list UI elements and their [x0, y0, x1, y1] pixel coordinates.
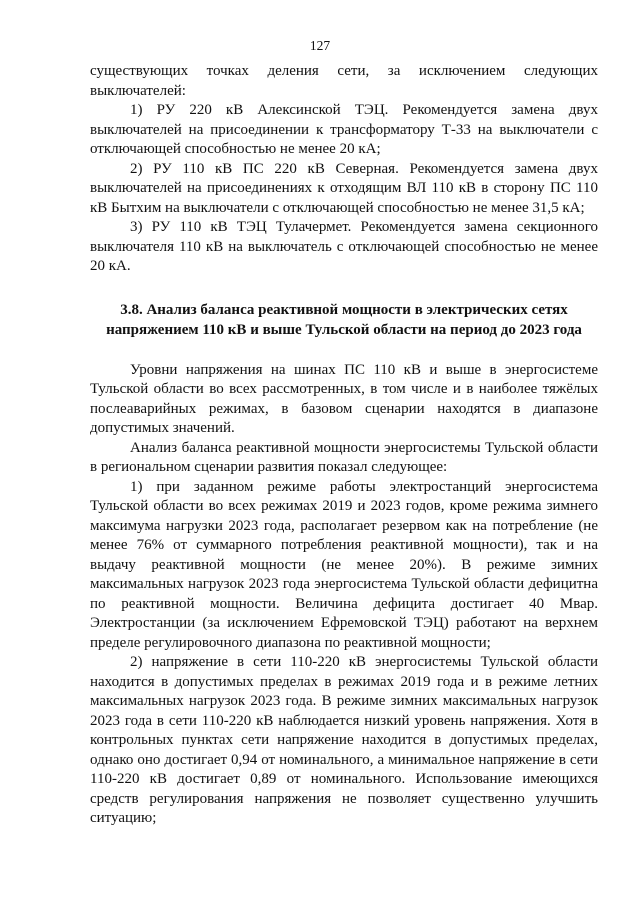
page-content	[90, 62, 598, 829]
list-item-1: 1) РУ 220 кВ Алексинской ТЭЦ. Рекомендуется замена двух выключателей на присоединении к трансформатору Т-33 на выключатели с отключающей способностью не менее 20 кА;	[90, 102, 598, 157]
list-item-3: 3) РУ 110 кВ ТЭЦ Тулачермет. Рекомендуется замена секционного выключателя 110 кВ на выключатель с отключающей способностью не менее 20 кА.	[90, 219, 598, 274]
paragraph-finding-1: 1) при заданном режиме работы электростанций энергосистема Тульской области во всех режимах 2019 и 2023 годов, кроме режима зимнего максимума нагрузки 2023 года, располагает резервом как на потребление (не менее 76% от суммарного потребления реактивной мощности), так и на выдачу реактивной мощности (не менее 20%). В режиме зимних максимальных нагрузок 2023 года энергосистема Тульской области дефицитна по реактивной мощности. Величина дефицита достигает 40 Мвар. Электростанции (за исключением Ефремовской ТЭЦ) работают на верхнем пределе регулировочного диапазона по реактивной мощности;	[90, 478, 598, 651]
section-heading-line-1: 3.8. Анализ баланса реактивной мощности в электрических сетях	[120, 301, 568, 318]
paragraph-finding-2: 2) напряжение в сети 110-220 кВ энергосистемы Тульской области находится в допустимых пределах в режимах 2019 года и в режиме летних максимальных нагрузок 2023 года. В режиме зимних максимальных нагрузок 2023 года в сети 110-220 кВ наблюдается низкий уровень напряжения. Хотя в контрольных пунктах сети напряжение находится в допустимых пределах, однако оно достигает 0,94 от номинального, а минимальное напряжение в сети 110-220 кВ достигает 0,89 от номинального. Использование имеющихся средств регулирования напряжения не позволяет существенно улучшить ситуацию;	[90, 654, 598, 826]
paragraph-voltage-levels: Уровни напряжения на шинах ПС 110 кВ и выше в энергосистеме Тульской области во всех рассмотренных, в том числе и в наиболее тяжёлых послеаварийных режимах, в базовом сценарии находятся в диапазоне допустимых значений.	[90, 361, 598, 436]
section-heading-line-2: напряжением 110 кВ и выше Тульской области на период до 2023 года	[106, 321, 582, 338]
paragraph-analysis-intro: Анализ баланса реактивной мощности энергосистемы Тульской области в региональном сценарии развития показал следующее:	[90, 439, 598, 475]
list-item-2: 2) РУ 110 кВ ПС 220 кВ Северная. Рекомендуется замена двух выключателей на присоединениях к отходящим ВЛ 110 кВ в сторону ПС 110 кВ Бытхим на выключатели с отключающей способностью не менее 31,5 кА;	[90, 160, 598, 216]
intro-paragraph: существующих точках деления сети, за исключением следующих выключателей:	[90, 63, 598, 99]
page-number: 127	[309, 38, 331, 53]
